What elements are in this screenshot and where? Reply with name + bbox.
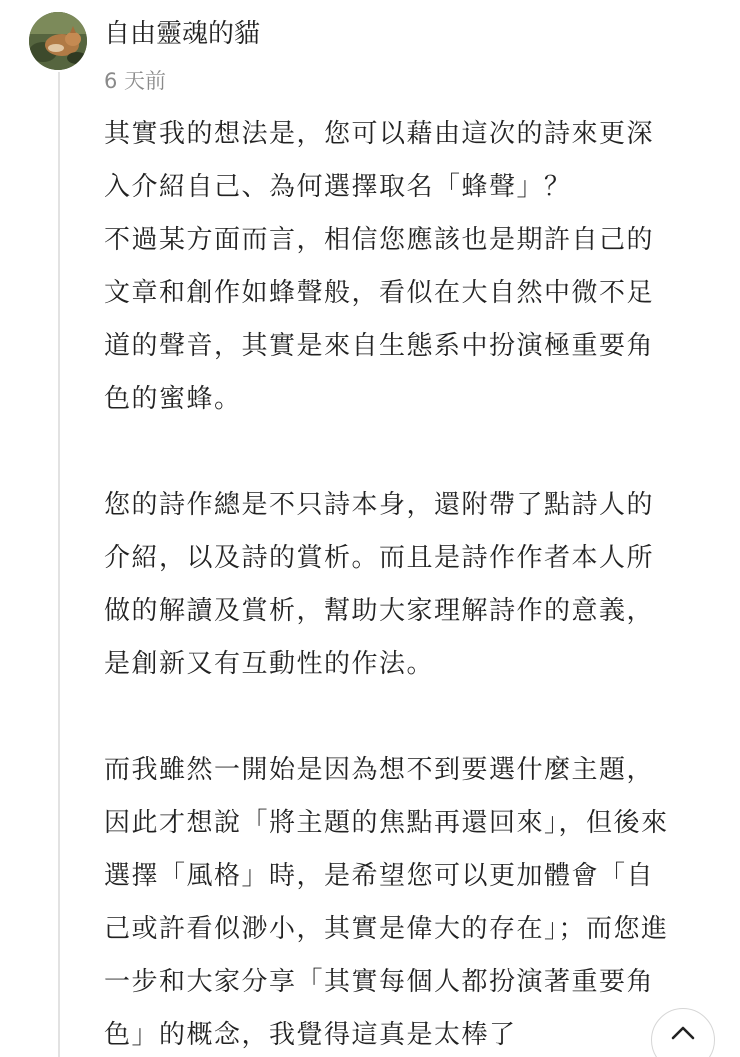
comment-line: 而我雖然一開始是因為想不到要選什麼主題， [104,755,655,785]
comment-line: 己或許看似渺小，其實是偉大的存在」；而您進 [104,914,669,944]
comment-blank-line [104,691,724,744]
thread-line [58,72,60,1057]
comment-line: 入介紹自己、為何選擇取名「蜂聲」？ [104,172,572,202]
avatar-cat-photo-icon [29,12,87,70]
comment-line: 色的蜜蜂。 [104,384,242,414]
comment-line: 選擇「風格」時，是希望您可以更加體會「自 [104,861,655,891]
avatar[interactable] [29,12,87,70]
comment-line: 一步和大家分享「其實每個人都扮演著重要角 [104,967,655,997]
comment-line: 色」的概念，我覺得這真是太棒了 [104,1020,517,1050]
comment-line: 介紹，以及詩的賞析。而且是詩作作者本人所 [104,543,655,573]
comment-line: 道的聲音，其實是來自生態系中扮演極重要角 [104,331,655,361]
comment-blank-line [104,426,724,479]
comment-line: 其實我的想法是，您可以藉由這次的詩來更深 [104,119,655,149]
comment-line: 是創新又有互動性的作法。 [104,649,435,679]
comment-line: 做的解讀及賞析，幫助大家理解詩作的意義， [104,596,655,626]
chevron-up-icon [670,1025,696,1041]
comment-line: 文章和創作如蜂聲般，看似在大自然中微不足 [104,278,655,308]
comment-line: 不過某方面而言，相信您應該也是期許自己的 [104,225,655,255]
comment-line: 因此才想說「將主題的焦點再還回來」，但後來 [104,808,669,838]
username[interactable]: 自由靈魂的貓 [104,19,261,49]
comment-line: 您的詩作總是不只詩本身，還附帶了點詩人的 [104,490,655,520]
timestamp: 6 天前 [104,69,167,93]
comment-body [104,108,724,1057]
